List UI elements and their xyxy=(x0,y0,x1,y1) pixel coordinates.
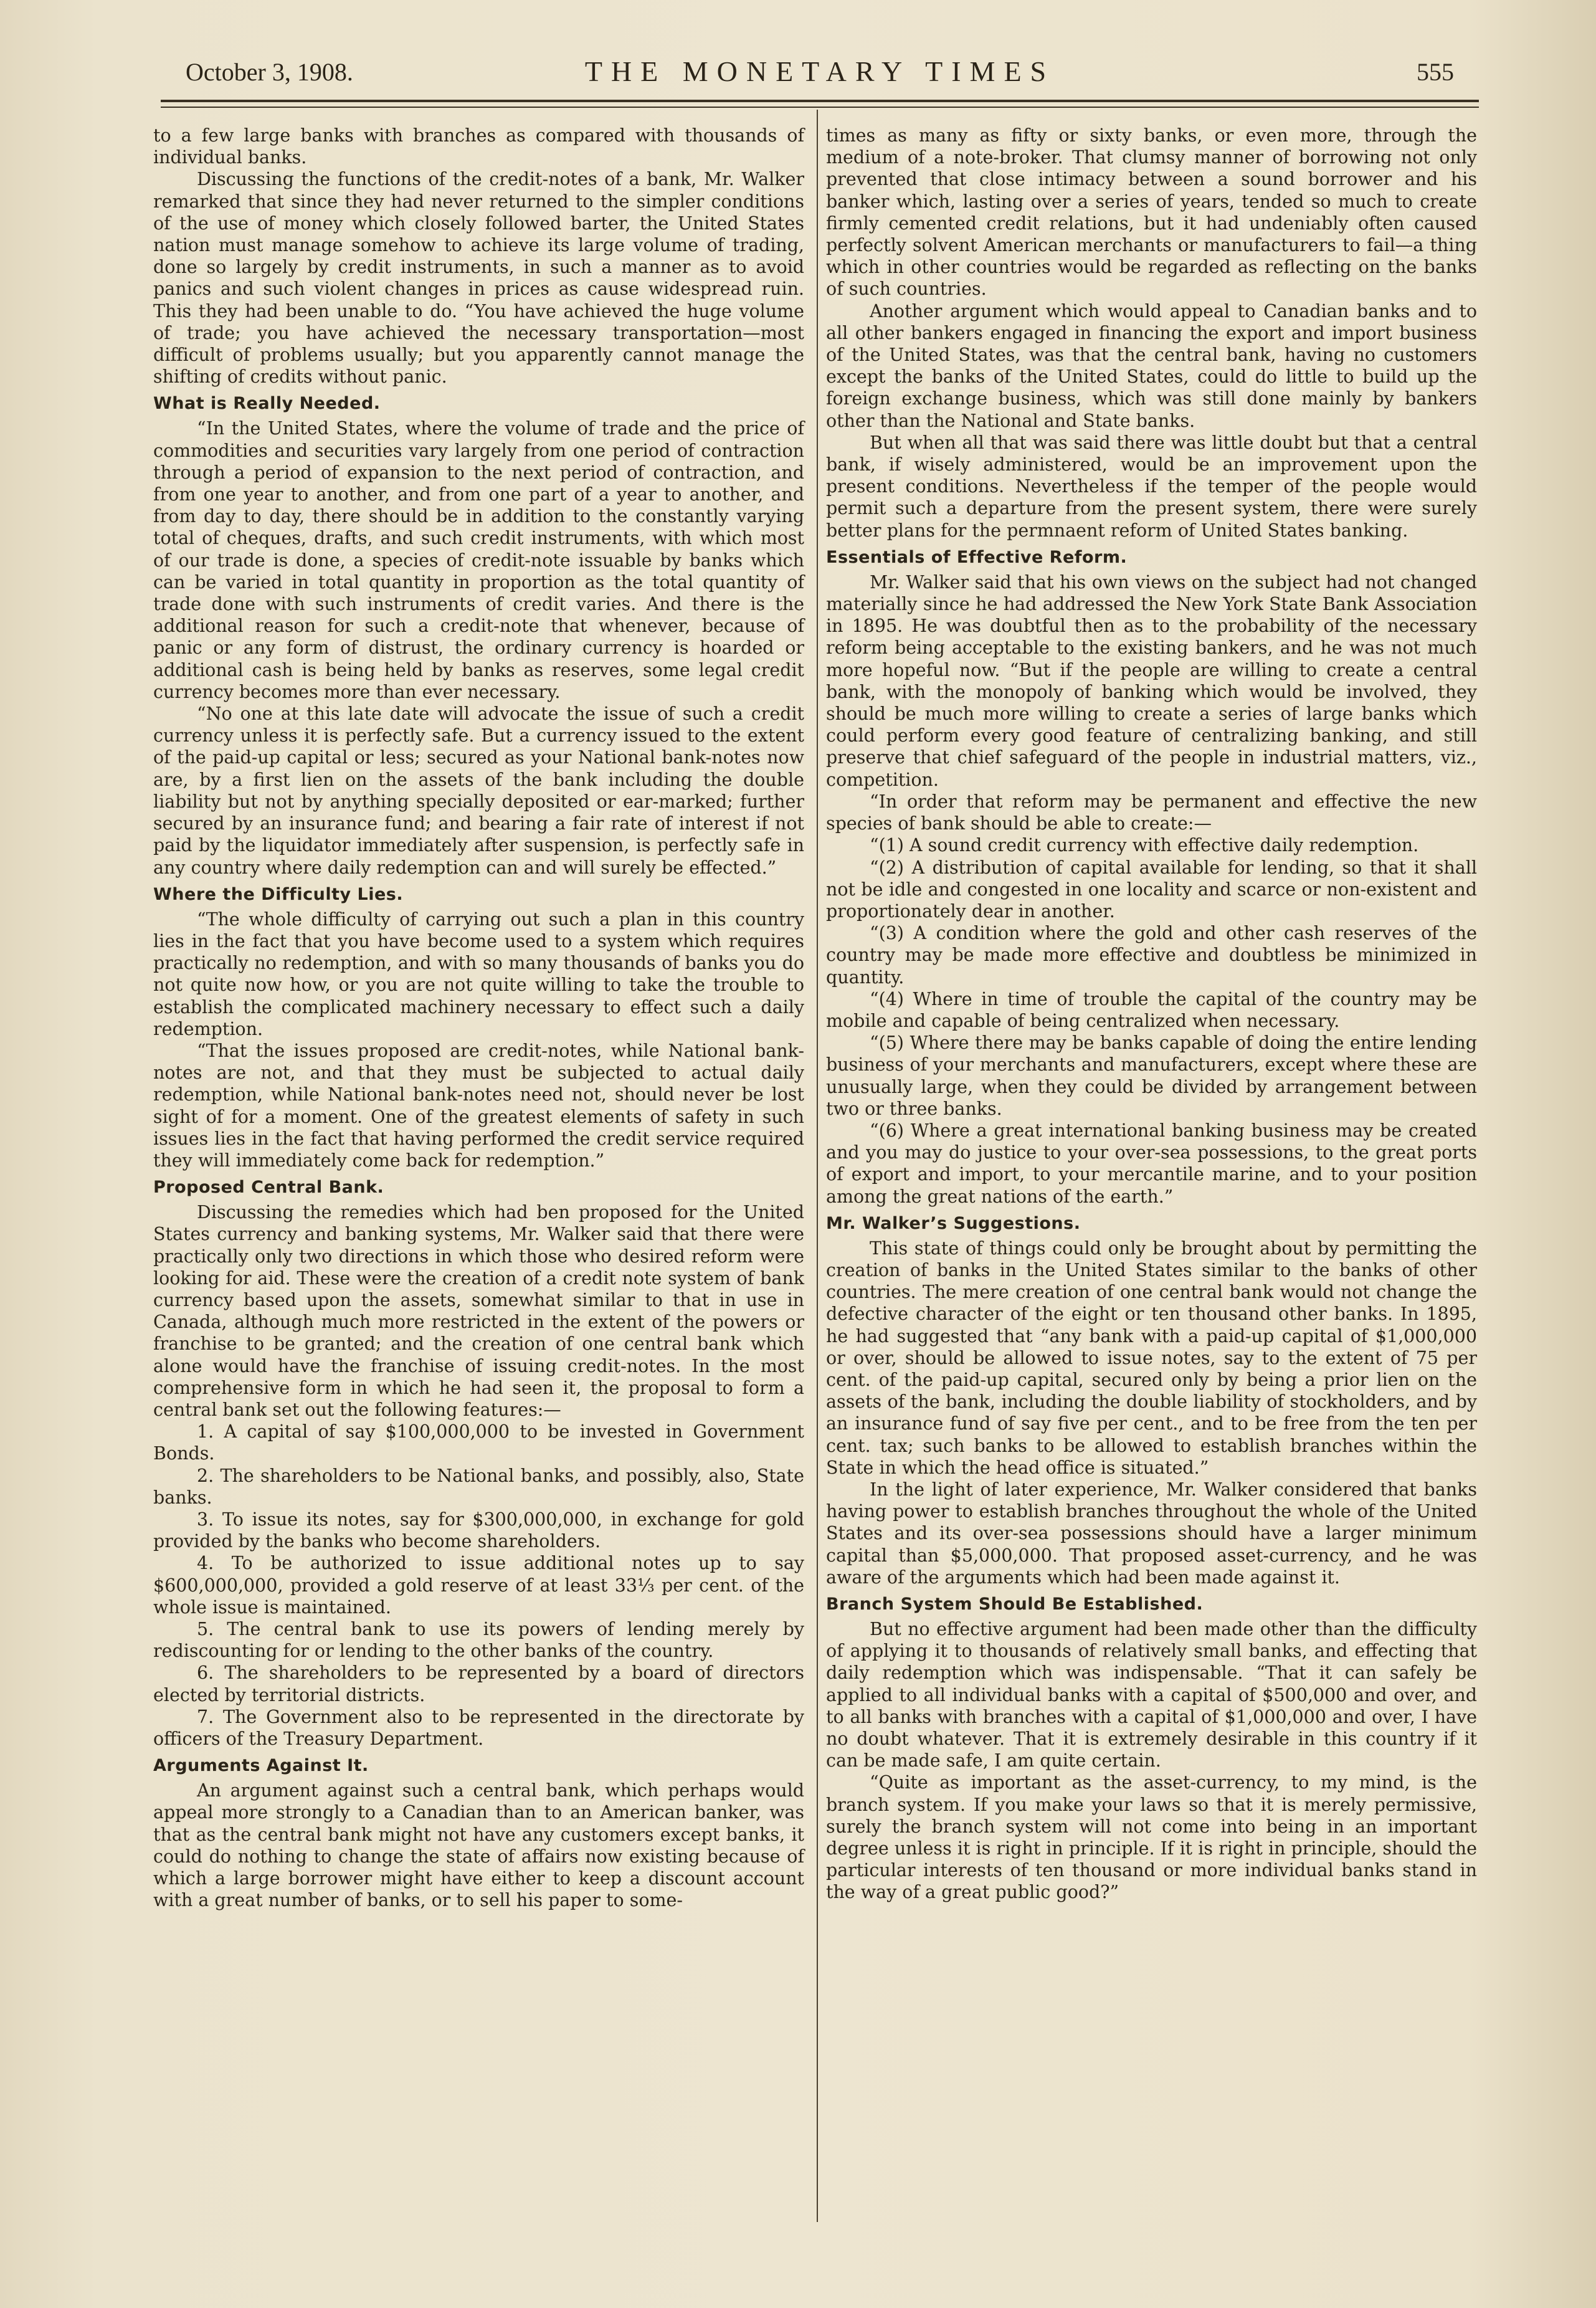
header-rule-thick xyxy=(161,100,1479,102)
continued-paragraph: times as many as fifty or sixty banks, or even more, through the medium of a note-broker. That clumsy manner of borrowing not only prevented that close intimacy between a sound borrower and his banker which, lasting over a series of years, tended so much to create firmly cemented credit relations, but it had undeniably often caused perfectly solvent American merchants or manufacturers to fail—a thing which in other countries would be regarded as reflecting on the banks of such countries. xyxy=(826,125,1477,300)
header-rule-thin xyxy=(161,107,1479,108)
list-item: 6. The shareholders to be represented by a board of directors elected by territorial districts. xyxy=(153,1662,804,1705)
issue-date: October 3, 1908. xyxy=(186,58,353,86)
left-column xyxy=(153,125,804,1911)
list-item: 2. The shareholders to be National banks, and possibly, also, State banks. xyxy=(153,1465,804,1508)
page-header xyxy=(161,51,1479,95)
list-item: “(2) A distribution of capital available for lending, so that it shall not be idle and congested in one locality and scarce or non-existent and proportionately dear in another. xyxy=(826,857,1477,922)
list-item: “(6) Where a great international banking business may be created and you may do justice to your over-sea possessions, to the great ports of export and import, to your mercantile marine, and to your position among the great nations of the earth.” xyxy=(826,1120,1477,1207)
paragraph: In the light of later experience, Mr. Walker considered that banks having power to establish branches throughout the whole of the United States and its over-sea possessions should have a larger minimum capital than $5,000,000. That proposed asset-currency, and he was aware of the arguments which had been made against it. xyxy=(826,1479,1477,1588)
section-heading: Where the Difficulty Lies. xyxy=(153,884,404,904)
section-heading: Proposed Central Bank. xyxy=(153,1178,384,1198)
list-item: 5. The central bank to use its powers of lending merely by rediscounting for or lending to the other banks of the country. xyxy=(153,1619,804,1662)
list-item: “(1) A sound credit currency with effective daily redemption. xyxy=(870,835,1419,856)
paragraph: Another argument which would appeal to Canadian banks and to all other bankers engaged in financing the export and import business of the United States, was that the central bank, having no customers except the banks of the United States, could do little to build up the foreign exchange business, which was still done mainly by bankers other than the National and State banks. xyxy=(826,300,1477,431)
page-number: 555 xyxy=(1417,58,1454,86)
paragraph: Discussing the remedies which had ben proposed for the United States currency and banking systems, Mr. Walker said that there were practically only two directions in which those who desired reform were looking for aid. These were the creation of a credit note system of bank currency based upon the assets, somewhat similar to that in use in Canada, although much more restricted in the extent of the powers or franchise to be granted; and the creation of one central bank which alone would have the franchise of issuing credit-notes. In the most comprehensive form in which he had seen it, the proposal to form a central bank set out the following features:— xyxy=(153,1202,804,1420)
paragraph: But no effective argument had been made other than the difficulty of applying it to thousands of relatively small banks, and effecting that daily redemption which was indispensable. “That it can safely be applied to all individual banks with a capital of $500,000 and over, and to all banks with branches with a capital of $1,000,000 and over, I have no doubt whatever. That it is extremely desirable in this country if it can be made safe, I am quite certain. xyxy=(826,1619,1477,1772)
paragraph: “No one at this late date will advocate the issue of such a credit currency unless it is perfectly safe. But a currency issued to the extent of the paid-up capital or less; secured as your National bank-notes now are, by a first lien on the assets of the bank including the double liability but not by anything specially deposited or ear-marked; further secured by an insurance fund; and bearing a fair rate of interest if not paid by the liquidator immediately after suspension, is perfectly safe in any country where daily redemption can and will surely be effected.” xyxy=(153,703,804,878)
section-heading: Mr. Walker’s Suggestions. xyxy=(826,1213,1081,1233)
masthead-title: THE MONETARY TIMES xyxy=(584,55,1055,87)
section-heading: Arguments Against It. xyxy=(153,1756,369,1776)
list-item: 1. A capital of say $100,000,000 to be invested in Government Bonds. xyxy=(153,1421,804,1464)
paragraph: An argument against such a central bank, which perhaps would appeal more strongly to a Canadian than to an American banker, was that as the central bank might not have any customers except banks, it could do nothing to change the state of affairs now existing because of which a large borrower might have either to keep a discount account with a great number of banks, or to sell his paper to some- xyxy=(153,1780,804,1911)
paragraph: This state of things could only be brought about by permitting the creation of banks in the United States similar to the banks of other countries. The mere creation of one central bank would not change the defective character of the eight or ten thousand other banks. In 1895, he had suggested that “any bank with a paid-up capital of $1,000,000 or over, should be allowed to issue notes, say to the extent of 75 per cent. of the paid-up capital, secured only by being a prior lien on the assets of the bank, including the double liability of stockholders, and by an insurance fund of say five per cent., and to be free from the ten per cent. tax; such banks to be allowed to establish branches within the State in which the head office is situated.” xyxy=(826,1237,1477,1478)
paragraph: “Quite as important as the asset-currency, to my mind, is the branch system. If you make your laws so that it is merely permissive, surely the branch system will not come into being in an important degree unless it is right in principle. If it is right in principle, should the particular interests of ten thousand or more individual banks stand in the way of a great public good?” xyxy=(826,1772,1477,1903)
list-item: “(5) Where there may be banks capable of doing the entire lending business of your merchants and manufacturers, except where these are unusually large, when they could be divided by arrangement between two or three banks. xyxy=(826,1032,1477,1119)
section-heading: Essentials of Effective Reform. xyxy=(826,547,1128,567)
paragraph: Mr. Walker said that his own views on the subject had not changed materially since he had addressed the New York State Bank Association in 1895. He was doubtful then as to the probability of the necessary reform being acceptable to the existing bankers, and he was not much more hopeful now. “But if the people are willing to create a central bank, with the monopoly of banking which would be involved, they should be much more willing to create a series of large banks which could perform every good feature of centralizing banking, and still preserve that chief safeguard of the people in industrial matters, viz., competition. xyxy=(826,571,1477,790)
paragraph: Discussing the functions of the credit-notes of a bank, Mr. Walker remarked that since they had never returned to the simpler conditions of the use of money which closely followed barter, the United States nation must manage somehow to achieve its large volume of trading, done so largely by credit instruments, in such a manner as to avoid panics and such violent changes in prices as cause widespread ruin. This they had been unable to do. “You have achieved the huge volume of trade; you have achieved the necessary transportation—most difficult of problems usually; but you apparently cannot manage the shifting of credits without panic. xyxy=(153,169,804,388)
paragraph: “In the United States, where the volume of trade and the price of commodities and securities vary largely from one period of contraction through a period of expansion to the next period of contraction, and from one year to another, and from one part of a year to another, and from day to day, there should be in addition to the constantly varying total of cheques, drafts, and such credit instruments, with which most of our trade is done, a species of credit-note issuable by banks which can be varied in total quantity in proportion as the total quantity of trade done with such instruments of credit varies. And there is the additional reason for such a credit-note that whenever, because of panic or any form of distrust, the ordinary currency is hoarded or additional cash is being held by banks as reserves, some legal credit currency becomes more than ever necessary. xyxy=(153,418,804,702)
list-item: “(3) A condition where the gold and other cash reserves of the country may be made more effective and doubtless be minimized in quantity. xyxy=(826,923,1477,988)
section-heading: What is Really Needed. xyxy=(153,394,381,414)
paragraph: “The whole difficulty of carrying out such a plan in this country lies in the fact that you have become used to a system which requires practically no redemption, and with so many thousands of banks you do not quite now how, or you are not quite willing to take the trouble to establish the complicated machinery necessary to effect such a daily redemption. xyxy=(153,908,804,1039)
list-item: “(4) Where in time of trouble the capital of the country may be mobile and capable of being centralized when necessary. xyxy=(826,988,1477,1031)
list-item: 3. To issue its notes, say for $300,000,000, in exchange for gold provided by the banks who become shareholders. xyxy=(153,1509,804,1552)
paragraph: “That the issues proposed are credit-notes, while National bank-notes are not, and that they must be subjected to actual daily redemption, while National bank-notes need not, should never be lost sight of for a moment. One of the greatest elements of safety in such issues lies in the fact that having performed the credit service required they will immediately come back for redemption.” xyxy=(153,1040,804,1171)
paragraph: “In order that reform may be permanent and effective the new species of bank should be able to create:— xyxy=(826,791,1477,834)
column-divider xyxy=(817,110,818,2222)
continued-paragraph: to a few large banks with branches as compared with thousands of individual banks. xyxy=(153,125,804,168)
list-item: 7. The Government also to be represented in the directorate by officers of the Treasury Department. xyxy=(153,1706,804,1750)
paragraph: But when all that was said there was little doubt but that a central bank, if wisely administered, would be an improvement upon the present conditions. Nevertheless if the temper of the people would permit such a departure from the present system, there were surely better plans for the permnaent reform of United States banking. xyxy=(826,432,1477,541)
list-item: 4. To be authorized to issue additional notes up to say $600,000,000, provided a gold reserve of at least 33⅓ per cent. of the whole issue is maintained. xyxy=(153,1553,804,1618)
right-column xyxy=(826,125,1477,1904)
section-heading: Branch System Should Be Established. xyxy=(826,1595,1204,1614)
